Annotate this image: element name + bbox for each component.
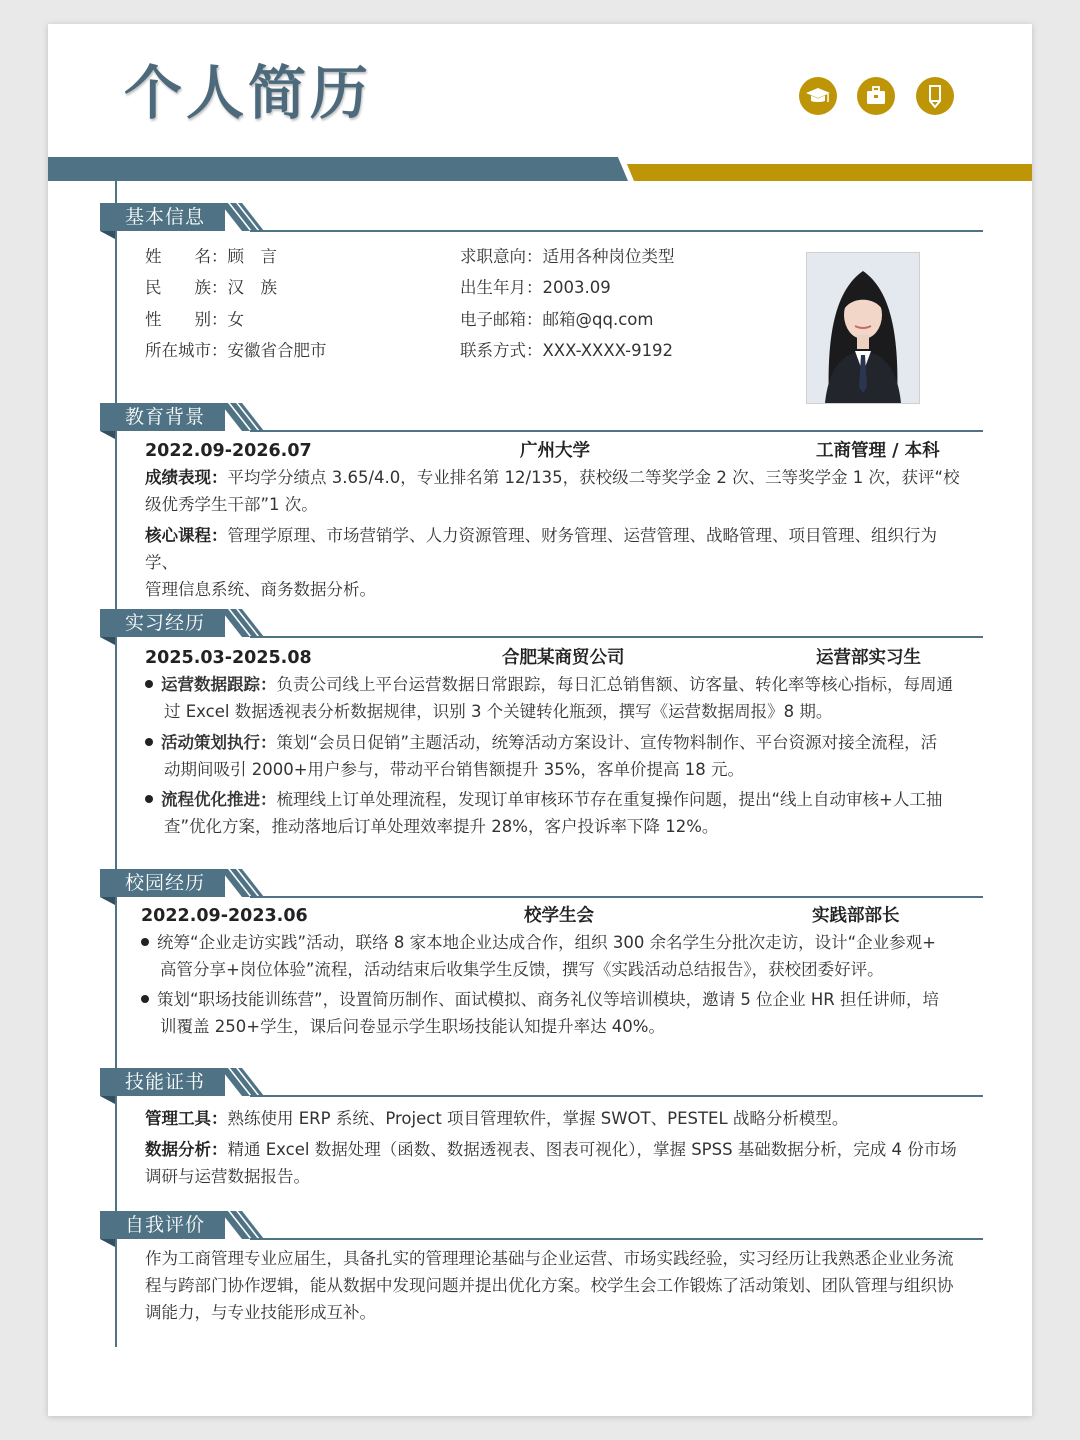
- edu-school: 广州大学: [520, 441, 590, 461]
- section-title: 实习经历: [125, 612, 206, 634]
- edu-grades: 成绩表现：平均学分绩点 3.65/4.0，专业排名第 12/135，获校级二等奖学金 2 次、三等奖学金 1 次，获评“校 级优秀学生干部”1 次。: [145, 468, 960, 514]
- header-band-teal: [48, 157, 628, 181]
- intern-role: 运营部实习生: [816, 648, 921, 668]
- section-title: 自我评价: [125, 1214, 206, 1236]
- intern-period: 2025.03-2025.08: [145, 648, 312, 668]
- avatar: [806, 252, 920, 404]
- list-item: 统筹“企业走访实践”活动，联络 8 家本地企业达成合作，组织 300 余名学生分批次走访，设计“企业参观+ 高管分享+岗位体验”流程，活动结束后收集学生反馈，撰写《实践活动总结报告》，获校团委好评。: [141, 929, 971, 983]
- basic-birth: 出生年月：2003.09: [460, 278, 611, 297]
- basic-gender: 性 别：女: [145, 310, 244, 329]
- basic-email: 电子邮箱：邮箱@qq.com: [460, 310, 654, 329]
- section-title: 校园经历: [125, 872, 206, 894]
- skills-data: 数据分析：精通 Excel 数据处理（函数、数据透视表、图表可视化），掌握 SPSS 基础数据分析，完成 4 份市场 调研与运营数据报告。: [145, 1140, 957, 1186]
- section-education-header: [100, 403, 982, 439]
- campus-role: 实践部部长: [812, 906, 900, 926]
- page-title: 个人简历: [124, 59, 373, 127]
- section-title: 基本信息: [125, 206, 206, 228]
- list-item: 流程优化推进：梳理线上订单处理流程，发现订单审核环节存在重复操作问题，提出“线上自动审核+人工抽 查”优化方案，推动落地后订单处理效率提升 28%，客户投诉率下降 12%。: [145, 786, 970, 840]
- basic-phone: 联系方式：XXX-XXXX-9192: [460, 341, 674, 360]
- campus-period: 2022.09-2023.06: [141, 906, 308, 926]
- campus-org: 校学生会: [524, 906, 594, 926]
- self-evaluation: 作为工商管理专业应届生，具备扎实的管理理论基础与企业运营、市场实践经验，实习经历让我熟悉企业业务流 程与跨部门协作逻辑，能从数据中发现问题并提出优化方案。校学生会工作锻炼了活动策划、团队管理与组织协 调能力，与专业技能形成互补。: [145, 1249, 954, 1322]
- list-item: 策划“职场技能训练营”，设置简历制作、面试模拟、商务礼仪等培训模块，邀请 5 位企业 HR 担任讲师，培 训覆盖 250+学生，课后问卷显示学生职场技能认知提升率达 40%。: [141, 986, 971, 1040]
- section-self-header: [100, 1211, 982, 1247]
- section-campus-header: [100, 869, 982, 905]
- section-internship-header: [100, 609, 982, 645]
- briefcase-icon: [857, 77, 895, 115]
- basic-city: 所在城市：安徽省合肥市: [145, 341, 327, 360]
- timeline-line: [115, 181, 117, 1347]
- edu-period: 2022.09-2026.07: [145, 441, 312, 461]
- section-title: 教育背景: [125, 406, 206, 428]
- intern-company: 合肥某商贸公司: [502, 648, 625, 668]
- list-item: 运营数据跟踪：负责公司线上平台运营数据日常跟踪，每日汇总销售额、访客量、转化率等核心指标，每周通 过 Excel 数据透视表分析数据规律，识别 3 个关键转化瓶颈，撰写《运营数据周报》8 期。: [145, 671, 970, 725]
- basic-job: 求职意向：适用各种岗位类型: [460, 247, 675, 266]
- section-basic-header: [100, 203, 982, 239]
- basic-ethnic: 民 族：汉 族: [145, 278, 277, 297]
- graduation-cap-icon: [799, 77, 837, 115]
- section-title: 技能证书: [125, 1071, 206, 1093]
- pen-icon: [916, 77, 954, 115]
- edu-courses: 核心课程：管理学原理、市场营销学、人力资源管理、财务管理、运营管理、战略管理、项目管理、组织行为学、 管理信息系统、商务数据分析。: [145, 526, 937, 599]
- skills-tools: 管理工具：熟练使用 ERP 系统、Project 项目管理软件，掌握 SWOT、PESTEL 战略分析模型。: [145, 1109, 849, 1128]
- edu-major: 工商管理 / 本科: [816, 441, 940, 461]
- list-item: 活动策划执行：策划“会员日促销”主题活动，统筹活动方案设计、宣传物料制作、平台资源对接全流程，活 动期间吸引 2000+用户参与，带动平台销售额提升 35%，客单价提高 18 元。: [145, 729, 970, 783]
- basic-name: 姓 名：顾 言: [145, 247, 277, 266]
- section-skills-header: [100, 1068, 982, 1104]
